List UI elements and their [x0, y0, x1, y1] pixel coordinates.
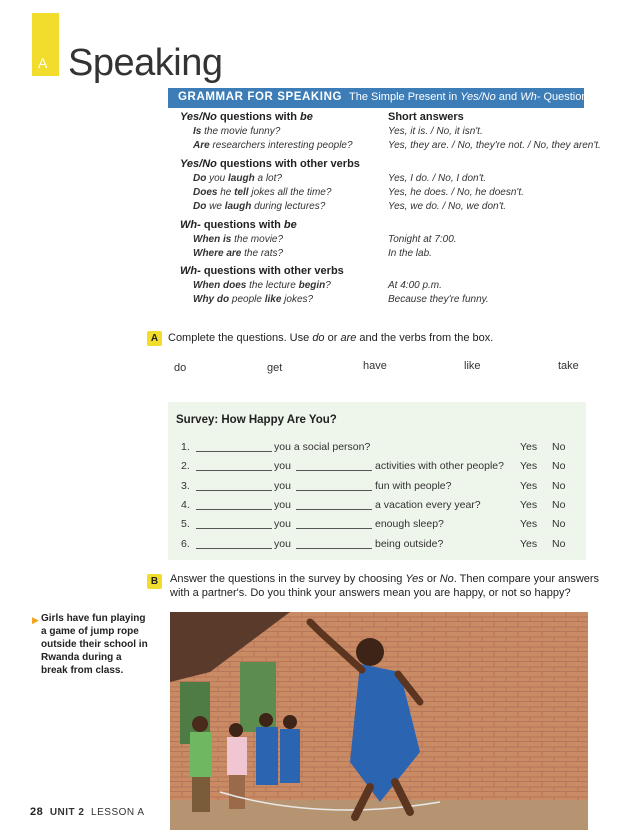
survey-row-number: 5.: [181, 518, 190, 530]
section-letter: A: [38, 55, 48, 71]
word-box-item: take: [558, 360, 579, 372]
survey-row-text: enough sleep?: [375, 518, 444, 530]
grammar-label: GRAMMAR FOR SPEAKING: [178, 91, 343, 103]
yes-option[interactable]: Yes: [520, 499, 538, 511]
answer-blank[interactable]: [196, 499, 272, 510]
survey-row-number: 1.: [181, 441, 190, 453]
answer-blank[interactable]: [296, 480, 372, 491]
page-footer: [30, 806, 145, 818]
grammar-example: When does the lecture begin?: [193, 280, 331, 291]
short-answer: In the lab.: [388, 248, 432, 259]
survey-row-text: a vacation every year?: [375, 499, 481, 511]
no-option[interactable]: No: [552, 460, 566, 472]
short-answer: Yes, we do. / No, we don't.: [388, 201, 507, 212]
survey-row-text: you a social person?: [274, 441, 371, 453]
survey-row-text: you: [274, 499, 291, 511]
short-answer: Because they're funny.: [388, 294, 489, 305]
activity-b-instructions-line2: with a partner's. Do you think your answers mean you are happy, or not so happy?: [170, 587, 571, 599]
grammar-example: Is the movie funny?: [193, 126, 281, 137]
survey-title: Survey: How Happy Are You?: [176, 414, 337, 426]
page-title: Speaking: [68, 42, 223, 84]
answer-blank[interactable]: [296, 518, 372, 529]
survey-row-number: 4.: [181, 499, 190, 511]
short-answers-heading: Short answers: [388, 111, 464, 123]
short-answer: Yes, he does. / No, he doesn't.: [388, 187, 524, 198]
grammar-example: Why do people like jokes?: [193, 294, 314, 305]
answer-blank[interactable]: [196, 441, 272, 452]
activity-b-instructions: Answer the questions in the survey by choosing Yes or No. Then compare your answers: [170, 573, 600, 585]
activity-a-badge: A: [147, 331, 162, 346]
page-number: 28: [30, 806, 44, 818]
answer-blank[interactable]: [196, 480, 272, 491]
short-answer: Yes, they are. / No, they're not. / No, they aren't.: [388, 140, 601, 151]
survey-row-text: activities with other people?: [375, 460, 504, 472]
yes-option[interactable]: Yes: [520, 538, 538, 550]
grammar-example: Do we laugh during lectures?: [193, 201, 326, 212]
answer-blank[interactable]: [196, 518, 272, 529]
grammar-topic: The Simple Present in Yes/No and Wh- Questions: [349, 91, 593, 103]
footer-unit: UNIT 2: [49, 807, 85, 818]
grammar-section-heading: Wh- questions with be: [180, 219, 297, 231]
grammar-section-heading: Yes/No questions with other verbs: [180, 158, 360, 170]
activity-b-badge: B: [147, 574, 162, 589]
yes-option[interactable]: Yes: [520, 518, 538, 530]
answer-blank[interactable]: [196, 460, 272, 471]
survey-row-number: 3.: [181, 480, 190, 492]
footer-lesson: LESSON A: [91, 807, 145, 818]
short-answer: Tonight at 7:00.: [388, 234, 457, 245]
answer-blank[interactable]: [296, 460, 372, 471]
answer-blank[interactable]: [296, 538, 372, 549]
yes-option[interactable]: Yes: [520, 480, 538, 492]
word-box-item: like: [464, 360, 481, 372]
grammar-section-heading: Yes/No questions with be: [180, 111, 313, 123]
survey-row-text: you: [274, 480, 291, 492]
survey-row-number: 2.: [181, 460, 190, 472]
activity-a-instructions: Complete the questions. Use do or are and the verbs from the box.: [168, 332, 494, 344]
photo-girls-jump-rope: [170, 612, 588, 830]
grammar-example: Does he tell jokes all the time?: [193, 187, 332, 198]
no-option[interactable]: No: [552, 499, 566, 511]
answer-blank[interactable]: [296, 499, 372, 510]
answer-blank[interactable]: [196, 538, 272, 549]
photo-caption: Girls have fun playing a game of jump rope outside their school in Rwanda during a break from class.: [41, 613, 148, 676]
survey-row-text: you: [274, 538, 291, 550]
grammar-example: Are researchers interesting people?: [193, 140, 353, 151]
grammar-example: When is the movie?: [193, 234, 284, 245]
survey-row-text: you: [274, 460, 291, 472]
word-box-item: have: [363, 360, 387, 372]
short-answer: Yes, it is. / No, it isn't.: [388, 126, 483, 137]
grammar-section-heading: Wh- questions with other verbs: [180, 265, 344, 277]
yes-option[interactable]: Yes: [520, 460, 538, 472]
short-answer: Yes, I do. / No, I don't.: [388, 173, 487, 184]
word-box-item: get: [267, 362, 283, 374]
survey-row-text: you: [274, 518, 291, 530]
no-option[interactable]: No: [552, 480, 566, 492]
survey-row-text: fun with people?: [375, 480, 452, 492]
survey-row-text: being outside?: [375, 538, 444, 550]
short-answer: At 4:00 p.m.: [388, 280, 442, 291]
no-option[interactable]: No: [552, 441, 566, 453]
grammar-example: Do you laugh a lot?: [193, 173, 282, 184]
no-option[interactable]: No: [552, 538, 566, 550]
word-box-item: do: [174, 362, 187, 374]
survey-row-number: 6.: [181, 538, 190, 550]
grammar-example: Where are the rats?: [193, 248, 284, 259]
no-option[interactable]: No: [552, 518, 566, 530]
caption-arrow-icon: ▶: [32, 615, 39, 625]
yes-option[interactable]: Yes: [520, 441, 538, 453]
